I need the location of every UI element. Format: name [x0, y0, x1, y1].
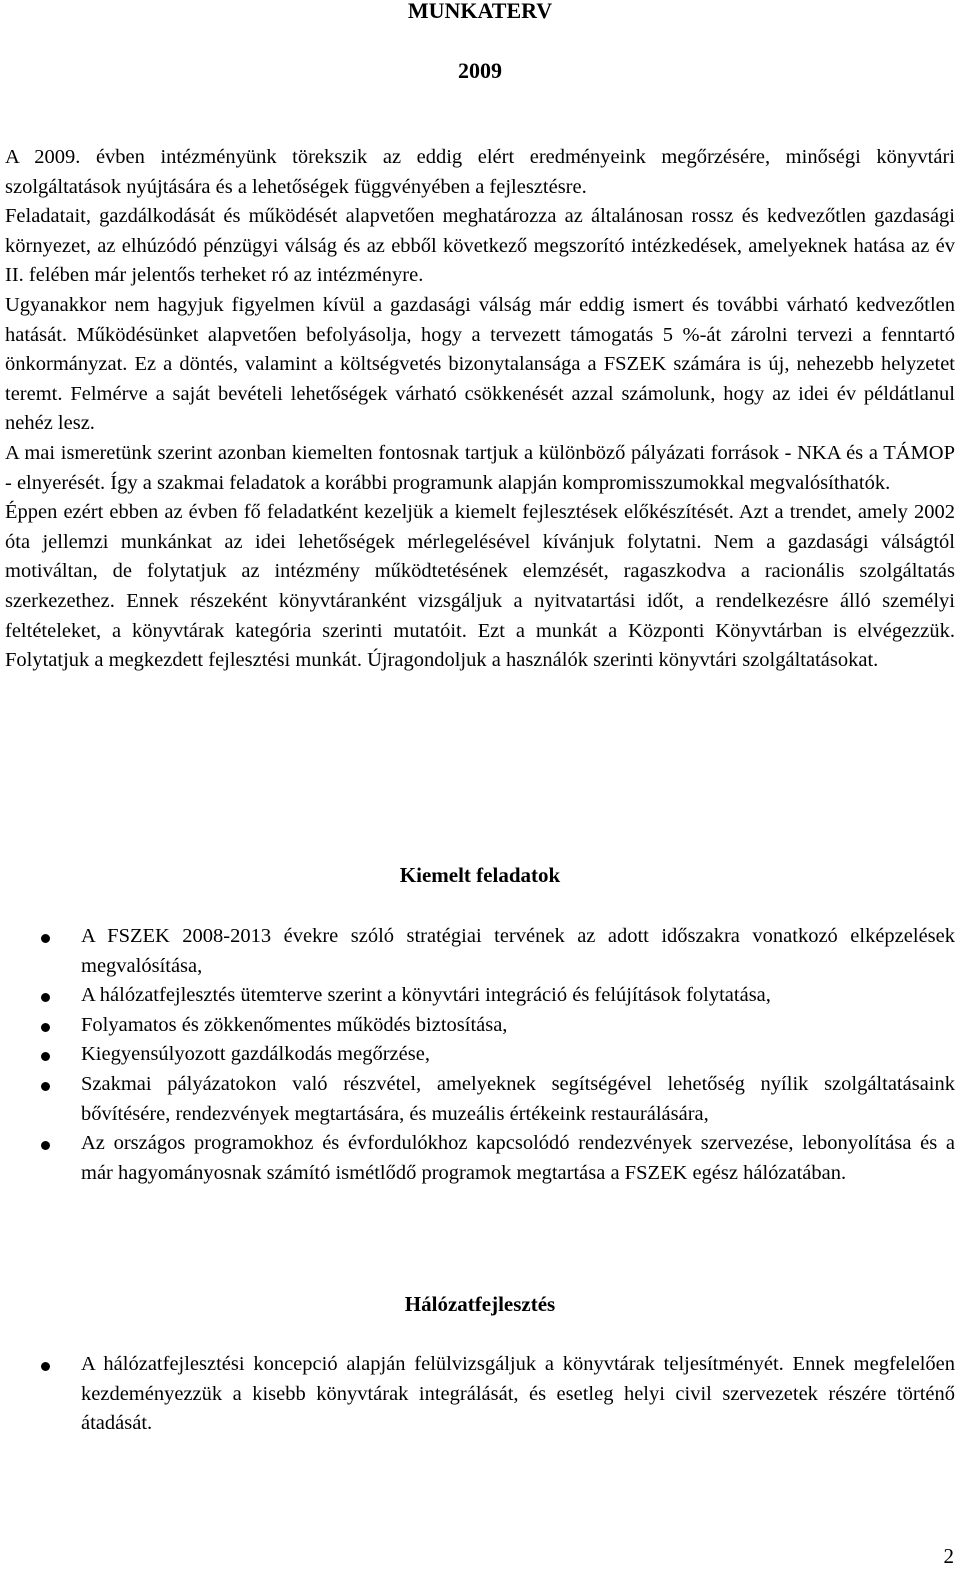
section-heading-kiemelt-feladatok: Kiemelt feladatok	[399, 863, 561, 887]
section-heading-halozatfejlesztes: Hálózatfejlesztés	[404, 1292, 556, 1316]
bullet-icon	[41, 1082, 50, 1091]
paragraph: A mai ismeretünk szerint azonban kiemelten fontosnak tartjuk a különböző pályázati források - NKA és a TÁMOP - elnyerését. Így a szakmai feladatok a korábbi programunk alapján kompromisszumokkal megvalósíthatók.	[5, 441, 955, 494]
list-item: Folyamatos és zökkenőmentes működés biztosítása,	[0, 1011, 955, 1041]
intro-text	[5, 143, 955, 676]
paragraph: A 2009. évben intézményünk törekszik az eddig elért eredményeink megőrzésére, minőségi könyvtári szolgáltatások nyújtására és a lehetőségek függvényében a fejlesztésre.	[5, 146, 955, 198]
bullet-icon	[41, 1362, 50, 1371]
list-item: A hálózatfejlesztési koncepció alapján felülvizsgáljuk a könyvtárak teljesítményét. Ennek megfelelően kezdeményezzük a kisebb könyvtárak integrálását, és esetleg helyi civil szervezetek részére történő átadását.	[0, 1350, 955, 1439]
bullet-icon	[41, 993, 50, 1002]
paragraph: Ugyanakkor nem hagyjuk figyelmen kívül a gazdasági válság már eddig ismert és további várható kedvezőtlen hatását. Működésünket alapvetően befolyásolja, hogy a tervezett támogatás 5 %-át zárolni tervezi a fenntartó önkormányzat. Ez a döntés, valamint a költségvetés bizonytalansága a FSZEK számára is új, nehezebb helyzetet teremt. Felmérve a saját bevételi lehetőségek várható csökkenését azzal számolunk, hogy az idei év példátlanul nehéz lesz.	[5, 293, 955, 435]
page-number: 2	[943, 1544, 954, 1568]
document-year: 2009	[458, 58, 502, 83]
bullet-icon	[41, 1141, 50, 1150]
list-item: A FSZEK 2008-2013 évekre szóló stratégiai tervének az adott időszakra vonatkozó elképzelések megvalósítása,	[0, 922, 955, 981]
document-title: MUNKATERV	[407, 0, 553, 23]
kiemelt-feladatok-list	[0, 922, 955, 1188]
list-item: A hálózatfejlesztés ütemterve szerint a könyvtári integráció és felújítások folytatása,	[0, 981, 955, 1011]
list-item: Szakmai pályázatokon való részvétel, amelyeknek segítségével lehetőség nyílik szolgáltatásaink bővítésére, rendezvények megtartására, és muzeális értékeink restaurálására,	[0, 1070, 955, 1129]
halozatfejlesztes-list	[0, 1350, 955, 1439]
list-item: Kiegyensúlyozott gazdálkodás megőrzése,	[0, 1040, 955, 1070]
paragraph: Feladatait, gazdálkodását és működését alapvetően meghatározza az általánosan rossz és kedvezőtlen gazdasági környezet, az elhúzódó pénzügyi válság és az ebből következő megszorító intézkedések, amelyeknek hatása az év II. felében már jelentős terheket ró az intézményre.	[5, 205, 955, 287]
bullet-icon	[41, 1052, 50, 1061]
bullet-icon	[41, 1023, 50, 1032]
list-item: Az országos programokhoz és évfordulókhoz kapcsolódó rendezvények szervezése, lebonyolítása és a már hagyományosnak számító ismétlődő programok megtartása a FSZEK egész hálózatában.	[0, 1129, 955, 1188]
bullet-icon	[41, 934, 50, 943]
paragraph: Éppen ezért ebben az évben fő feladatként kezeljük a kiemelt fejlesztések előkészítését. Azt a trendet, amely 2002 óta jellemzi munkánkat az idei lehetőségek mérlegelésével kívánjuk folytatni. Nem a gazdasági válságtól motiváltan, de folytatjuk az intézmény működtetésének elemzését, ragaszkodva a racionális szolgáltatás szerkezethez. Ennek részeként könyvtáranként vizsgáljuk a nyitvatartási időt, a rendelkezésre álló személyi feltételeket, a könyvtárak kategória szerinti mutatóit. Ezt a munkát a Központi Könyvtárban is elvégezzük. Folytatjuk a megkezdett fejlesztési munkát. Újragondoljuk a használók szerinti könyvtári szolgáltatásokat.	[5, 501, 955, 672]
